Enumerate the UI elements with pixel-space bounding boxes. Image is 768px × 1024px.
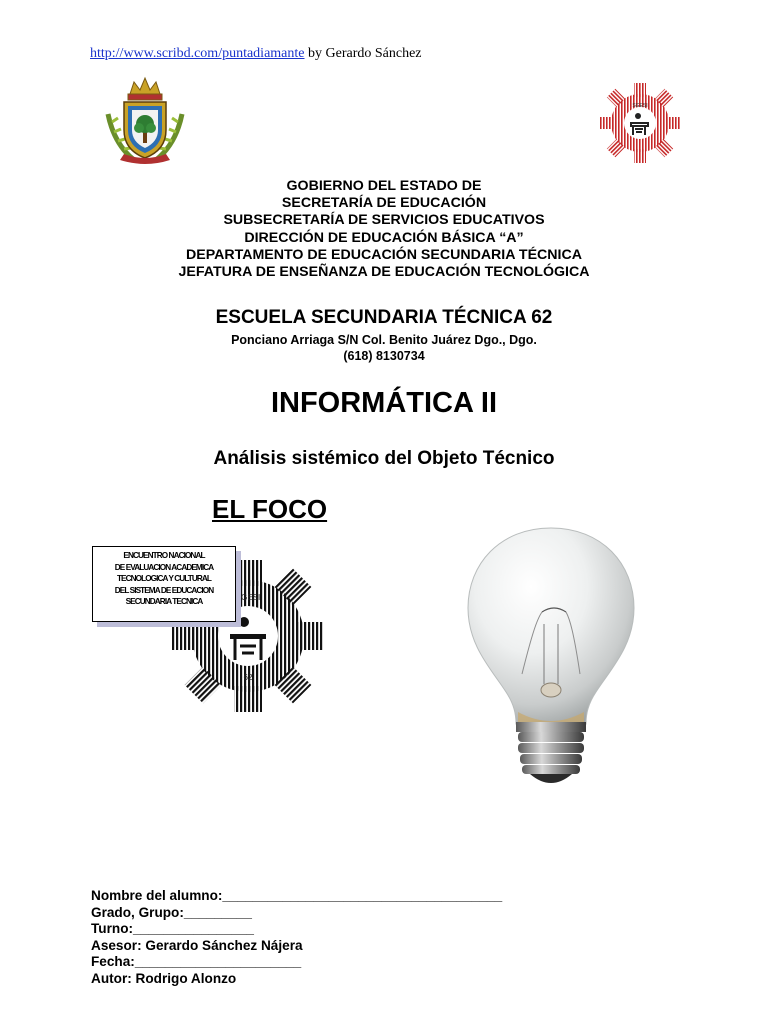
gear-logo-label: SGESI	[632, 103, 648, 109]
topic-title: EL FOCO	[212, 494, 328, 524]
student-name-field: Nombre del alumno:_____________________________________	[91, 888, 503, 903]
stamp-line: TECNOLOGICA Y CULTURAL	[116, 574, 212, 583]
date-field: Fecha:______________________	[91, 954, 302, 970]
advisor-field: Asesor: Gerardo Sánchez Nájera	[91, 937, 303, 953]
subject-title: INFORMÁTICA II	[270, 387, 498, 419]
scribd-link[interactable]: http://www.scribd.com/puntadiamante	[90, 46, 305, 61]
stamp-gear-number: 62	[243, 673, 253, 682]
state-coat-of-arms-logo	[104, 74, 186, 168]
government-header	[0, 178, 768, 281]
shift-field: Turno:________________	[91, 921, 254, 937]
government-line: DIRECCIÓN DE EDUCACIÓN BÁSICA “A”	[244, 229, 524, 246]
stamp-line: SECUNDARIA TECNICA	[125, 597, 203, 606]
government-line: SECRETARÍA DE EDUCACIÓN	[281, 195, 487, 212]
school-contact	[0, 332, 768, 364]
student-form	[91, 888, 502, 988]
government-line: JEFATURA DE ENSEÑANZA DE EDUCACIÓN TECNOLÓGICA	[178, 264, 590, 281]
stamp-line: ENCUENTRO NACIONAL	[123, 551, 205, 560]
government-line: GOBIERNO DEL ESTADO DE	[286, 178, 482, 194]
document-subtitle: Análisis sistémico del Objeto Técnico	[213, 448, 555, 469]
author-field: Autor: Rodrigo Alonzo	[91, 970, 237, 986]
stamp-line: DEL SISTEMA DE EDUCACION	[114, 585, 214, 595]
school-name: ESCUELA SECUNDARIA TÉCNICA 62	[215, 307, 553, 328]
school-phone: (618) 8130734	[343, 349, 425, 363]
government-line: DEPARTAMENTO DE EDUCACIÓN SECUNDARIA TÉCNICA	[186, 246, 582, 263]
school-gear-logo	[600, 83, 680, 163]
government-line: SUBSECRETARÍA DE SERVICIOS EDUCATIVOS	[223, 212, 545, 229]
stamp-gear-label: SGESI	[235, 593, 261, 602]
byline: by Gerardo Sánchez	[308, 46, 422, 61]
header-line	[90, 46, 422, 62]
grade-group-field: Grado, Grupo:_________	[91, 904, 252, 920]
light-bulb-image	[462, 524, 640, 796]
stamp-line: DE EVALUACION ACADEMICA	[114, 562, 214, 572]
contest-stamp	[92, 546, 236, 622]
school-address: Ponciano Arriaga S/N Col. Benito Juárez Dgo., Dgo.	[231, 333, 537, 347]
